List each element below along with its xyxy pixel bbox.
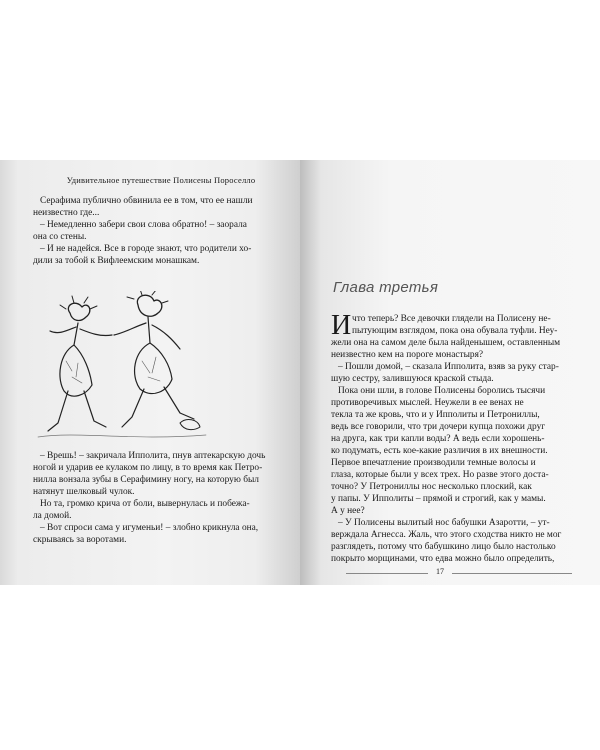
text-line: верждала Агнесса. Жаль, что этого сходства никто не мог (331, 530, 562, 540)
right-page (300, 160, 600, 585)
text-line: ла домой. (33, 511, 72, 521)
text-line: шую сестру, залившуюся краской стыда. (331, 374, 494, 384)
text-line: – Врешь! – закричала Ипполита, пнув аптекарскую дочь (40, 451, 266, 461)
text-line: – У Полисены вылитый нос бабушки Азаротти, – ут- (338, 518, 550, 528)
text-line: натянут шелковый чулок. (33, 487, 135, 497)
text-line: текла та же кровь, что и у Ипполиты и Петрониллы, (331, 410, 540, 420)
text-line: Серафима публично обвинила ее в том, что ее нашли (40, 196, 253, 206)
text-line: покрыто морщинами, что едва можно было определить, (331, 554, 555, 564)
text-line: Но та, громко крича от боли, вывернулась и побежа- (40, 499, 250, 509)
text-line: точно? У Петрониллы нос несколько плоский, как (331, 482, 532, 492)
ground-shadow (38, 420, 206, 437)
left-page (0, 160, 300, 585)
text-line: у папы. У Ипполиты – прямой и строгий, как у мамы. (331, 494, 546, 504)
text-line: Первое впечатление производили темные волосы и (331, 458, 536, 468)
text-line: – Немедленно забери свои слова обратно! – заорала (40, 220, 247, 230)
text-line: на друга, как три капли воды? А ведь если хорошень- (331, 434, 545, 444)
chapter-title: Глава третья (333, 279, 439, 296)
book-spread (0, 160, 600, 585)
girl-right-figure (114, 291, 194, 427)
text-line: жели она на самом деле была найденышем, оставленным (331, 338, 561, 348)
girl-left-figure (48, 296, 112, 431)
text-line: противоречивых мыслей. Неужели в ее венах не (331, 398, 524, 408)
text-line: – И не надейся. Все в городе знают, что родители хо- (40, 244, 252, 254)
folio-rule-right (452, 573, 572, 574)
text-line: нилла вонзала зубы в Серафимину ногу, на которую был (33, 475, 259, 485)
text-line: дили за тобой к Вифлеемским монашкам. (33, 256, 200, 266)
text-line: – Пошли домой, – сказала Ипполита, взяв за руку стар- (338, 362, 559, 372)
running-head: Удивительное путешествие Полисены Пороселло (66, 175, 256, 185)
text-line: пытующим взглядом, пока она обувала туфли. Неу- (352, 326, 558, 336)
text-line: А у нее? (331, 506, 365, 516)
text-line: неизвестно кем на пороге монастыря? (331, 350, 484, 360)
text-line: глаза, которые были у всех трех. Но разве этого доста- (331, 470, 549, 480)
text-line: неизвестно где... (33, 208, 100, 218)
text-line: скрываясь за воротами. (33, 535, 127, 545)
text-line: разглядеть, потому что бабушкино лицо было настолько (331, 542, 556, 552)
text-line: что теперь? Все девочки глядели на Полисену не- (352, 314, 551, 324)
illustration-two-girls-fighting (30, 291, 210, 446)
text-line: ко подумать, есть кое-какие различия в их внешности. (331, 446, 548, 456)
text-line: Пока они шли, в голове Полисены боролись тысячи (338, 386, 546, 396)
text-line: ногой и ударив ее кулаком по лицу, в то время как Петро- (33, 463, 263, 473)
page-number: 17 (436, 567, 444, 576)
text-line: ведь все говорили, что три дочери купца похожи друг (331, 422, 546, 432)
drop-cap: И (331, 310, 352, 341)
text-line: она со стены. (33, 232, 87, 242)
text-line: – Вот спроси сама у игуменьи! – злобно крикнула она, (40, 523, 259, 533)
folio-rule-left (346, 573, 428, 574)
